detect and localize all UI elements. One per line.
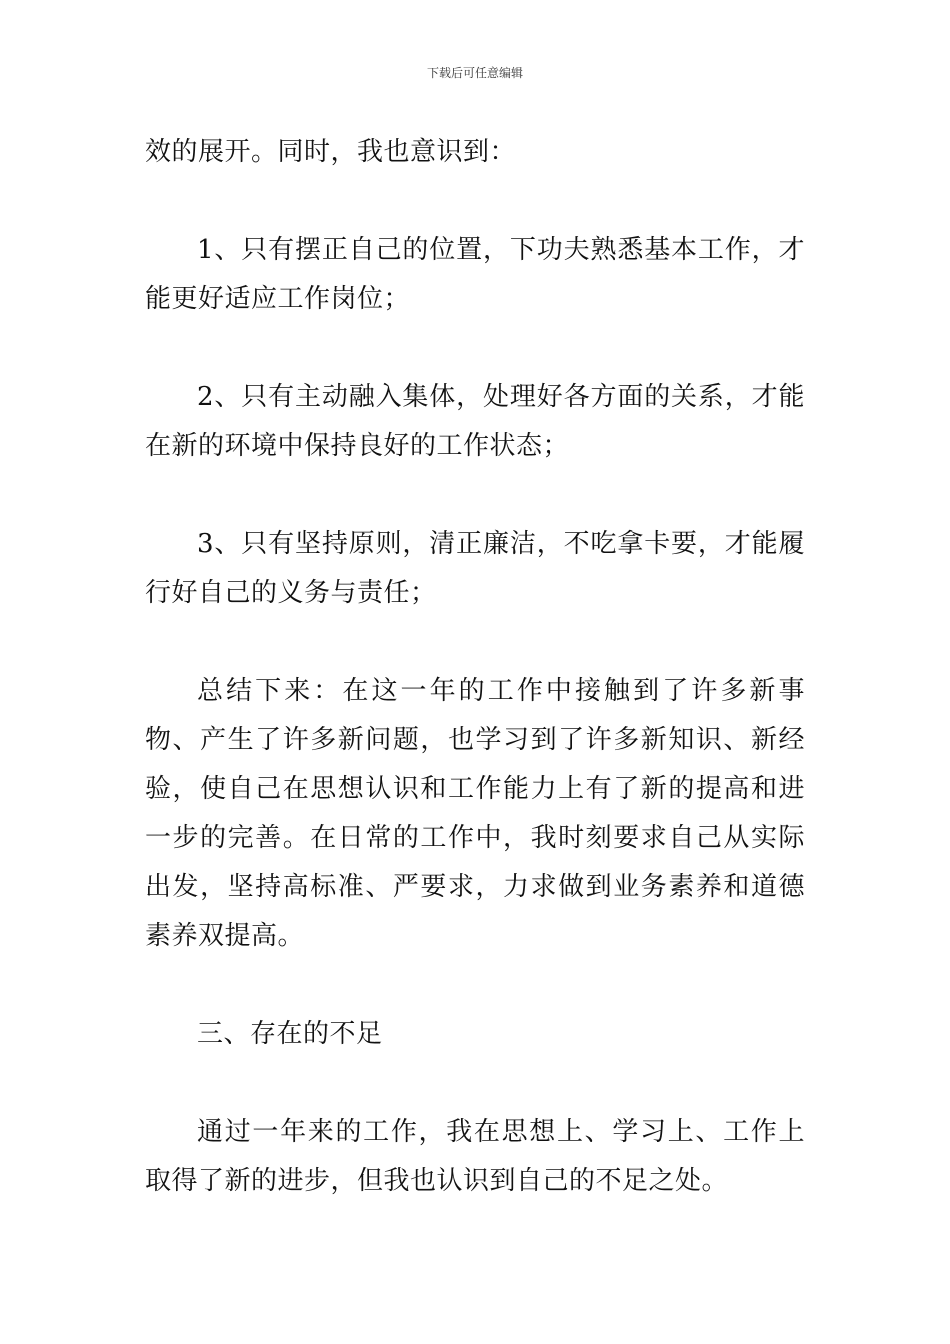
paragraph-summary: 总结下来：在这一年的工作中接触到了许多新事物、产生了许多新问题，也学习到了许多新知识、新经验，使自己在思想认识和工作能力上有了新的提高和进一步的完善。在日常的工作中，我时刻要求自己从实际出发，坚持高标准、严要求，力求做到业务素养和道德素养双提高。 [145,676,805,951]
paragraph-point-2: 2、只有主动融入集体，处理好各方面的关系，才能在新的环境中保持良好的工作状态； [145,382,805,461]
paragraph-point-3: 3、只有坚持原则，清正廉洁，不吃拿卡要，才能履行好自己的义务与责任； [145,529,805,608]
section-heading-shortcomings: 三、存在的不足 [197,1019,383,1049]
paragraph-shortcomings-intro: 通过一年来的工作，我在思想上、学习上、工作上取得了新的进步，但我也认识到自己的不足之处。 [145,1117,805,1196]
header-note: 下载后可任意编辑 [426,66,523,80]
paragraph-point-1: 1、只有摆正自己的位置，下功夫熟悉基本工作，才能更好适应工作岗位； [145,235,805,314]
document-body [145,128,805,1206]
paragraph-continuation: 效的展开。同时，我也意识到： [145,137,517,167]
